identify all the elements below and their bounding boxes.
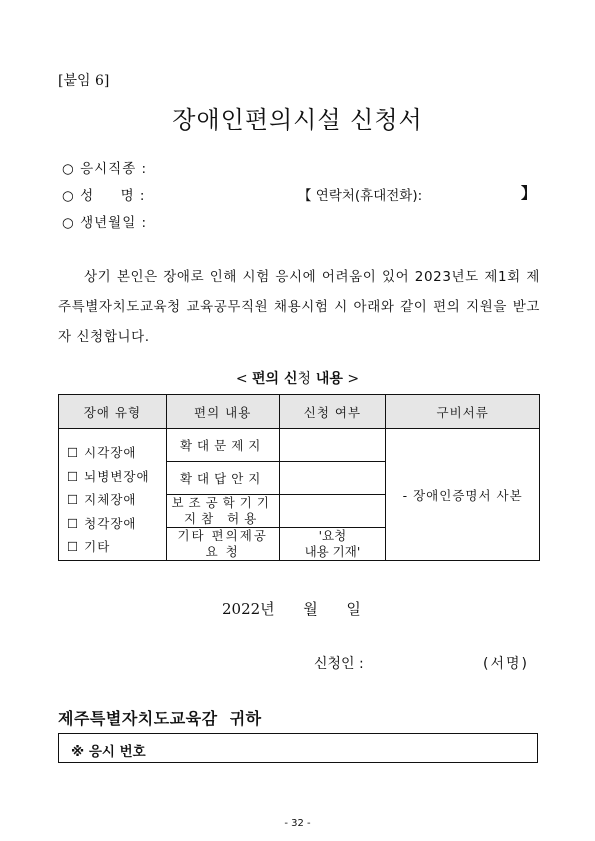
- section-bold2: 내용: [311, 371, 343, 387]
- contact-field: 【 연락처(휴대전화):: [298, 188, 423, 204]
- benefit-large-answer: 확대답안지: [166, 462, 279, 495]
- section-open: <: [235, 371, 253, 387]
- checkbox-other[interactable]: ☐ 기타: [67, 539, 111, 554]
- table-row: [59, 429, 540, 462]
- section-bold: 편의 신: [252, 371, 298, 387]
- request-large-answer[interactable]: [279, 462, 386, 495]
- table-header-row: [59, 395, 540, 429]
- document-title: 장애인편의시설 신청서: [172, 106, 423, 134]
- benefit-other-line1: 기타 편의제공: [177, 528, 268, 543]
- attachment-label: [붙임 6]: [58, 73, 110, 89]
- statement-text: 상기 본인은 장애로 인해 시험 응시에 어려움이 있어 2023년도 제1회 제주특별자치도교육청 교육공무직원 채용시험 시 아래와 같이 편의 지원을 받고자 신청합니다.: [58, 269, 540, 345]
- request-other[interactable]: [279, 528, 386, 561]
- request-note-line1: '요청: [318, 528, 347, 543]
- request-assistive-device[interactable]: [279, 495, 386, 528]
- birthdate-field: ○ 생년월일 :: [62, 215, 148, 231]
- benefit-assistive-device: [166, 495, 279, 528]
- applicant-label: 신청인 :: [314, 656, 364, 672]
- benefit-other-line2: 요 청: [205, 544, 240, 559]
- page-number: - 32 -: [284, 818, 311, 829]
- benefit-large-exam: 확대문제지: [166, 429, 279, 462]
- checkbox-physical[interactable]: ☐ 지체장애: [67, 492, 137, 507]
- section-heading: [0, 368, 595, 388]
- addressee: 제주특별자치도교육감 귀하: [58, 709, 262, 728]
- application-date: 2022년 월 일: [222, 600, 361, 618]
- header-disability-type: 장애 유형: [59, 395, 167, 429]
- header-request: 신청 여부: [279, 395, 386, 429]
- required-documents: - 장애인증명서 사본: [386, 429, 540, 561]
- disability-type-list: [59, 429, 167, 561]
- section-close: >: [342, 371, 360, 387]
- name-field: ○ 성 명 :: [62, 188, 146, 204]
- request-table: [58, 394, 540, 561]
- header-documents: 구비서류: [386, 395, 540, 429]
- benefit-other: [166, 528, 279, 561]
- section-normal: 청: [297, 371, 312, 387]
- checkbox-brain[interactable]: ☐ 뇌병변장애: [67, 468, 150, 484]
- request-large-exam[interactable]: [279, 429, 386, 462]
- checkbox-hearing[interactable]: ☐ 청각장애: [67, 515, 137, 531]
- header-benefit: 편의 내용: [166, 395, 279, 429]
- benefit-assistive-line2: 지참 허용: [184, 511, 262, 526]
- exam-number-box[interactable]: [58, 733, 538, 763]
- contact-bracket-close: 】: [521, 184, 537, 202]
- exam-type-field: ○ 응시직종 :: [62, 161, 148, 177]
- benefit-assistive-line1: 보조공학기기: [171, 495, 274, 510]
- request-note-line2: 내용 기재': [304, 544, 361, 559]
- checkbox-visual[interactable]: ☐ 시각장애: [67, 445, 137, 460]
- signature-label: (서명): [483, 656, 529, 672]
- statement-paragraph: [58, 262, 540, 352]
- exam-number-label: ※ 응시 번호: [71, 744, 146, 760]
